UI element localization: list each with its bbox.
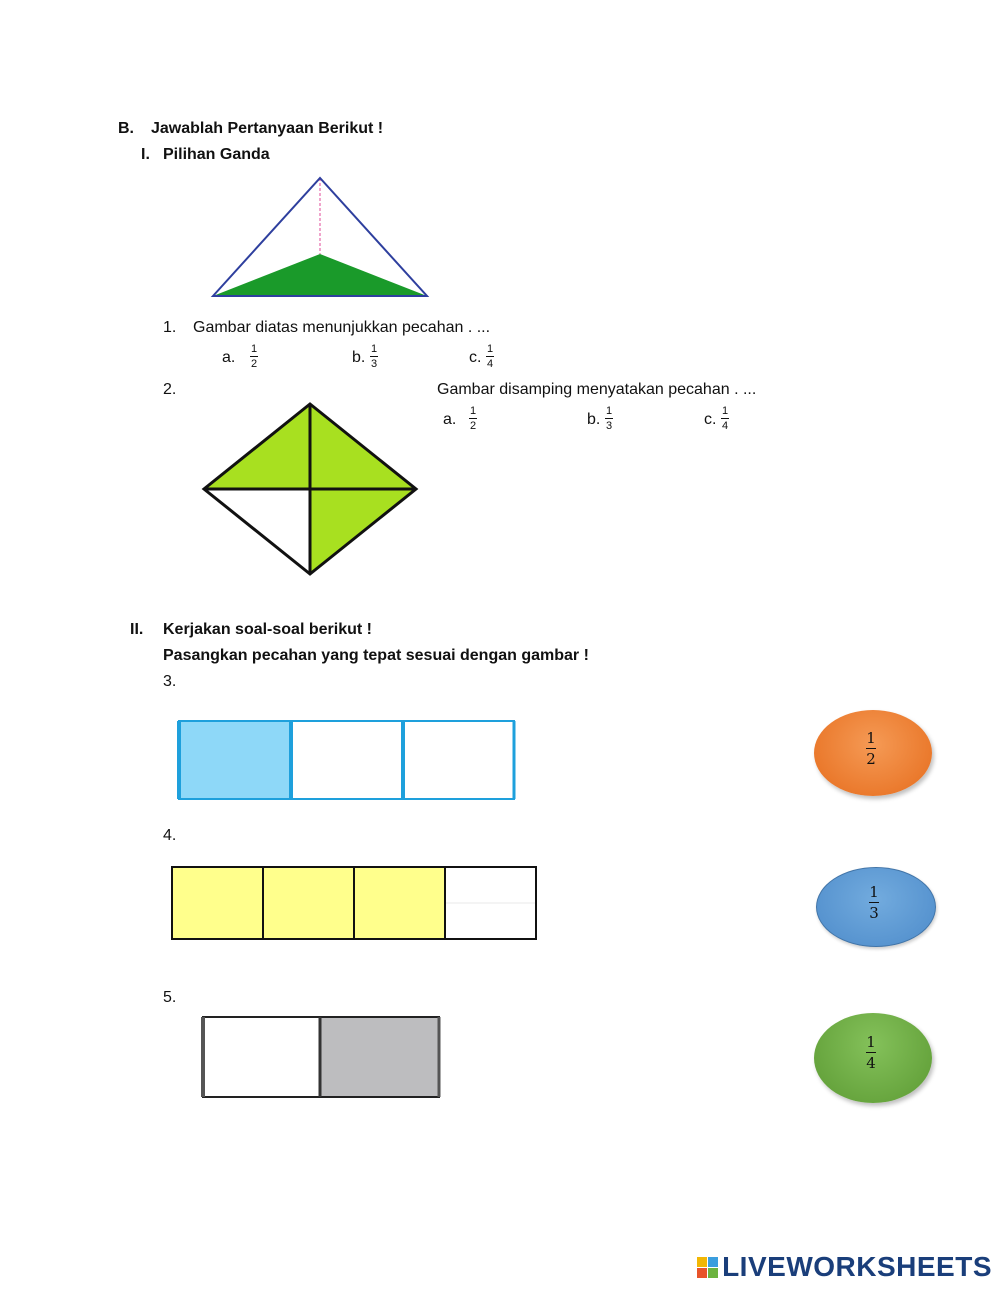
numerator: 1 bbox=[866, 1033, 876, 1051]
answer-quarter-fraction bbox=[866, 1034, 876, 1071]
numerator: 1 bbox=[866, 729, 876, 747]
part-2-label: II. bbox=[130, 621, 144, 638]
section-b-title: Jawablah Pertanyaan Berikut ! bbox=[151, 120, 384, 137]
q4-fraction-bar[interactable] bbox=[169, 864, 541, 944]
denominator: 2 bbox=[866, 750, 876, 768]
numerator: 1 bbox=[869, 883, 879, 901]
part-1-title: Pilihan Ganda bbox=[163, 146, 270, 163]
diamond-figure bbox=[200, 398, 420, 580]
denominator: 4 bbox=[486, 358, 494, 370]
numerator: 1 bbox=[370, 343, 378, 355]
q4-shaded-part bbox=[172, 867, 445, 939]
q2-option-b-letter[interactable]: b. bbox=[587, 411, 601, 428]
answer-third-fraction bbox=[869, 884, 879, 921]
q3-shaded-part bbox=[179, 721, 291, 799]
logo-text: LIVEWORKSHEETS bbox=[722, 1251, 992, 1282]
q2-text: Gambar disamping menyatakan pecahan . ... bbox=[437, 381, 757, 398]
denominator: 4 bbox=[721, 420, 729, 432]
q2-option-c-fraction[interactable] bbox=[721, 405, 729, 432]
liveworksheets-logo[interactable] bbox=[697, 1251, 992, 1283]
q4-number: 4. bbox=[163, 827, 177, 844]
denominator: 3 bbox=[605, 420, 613, 432]
logo-icon bbox=[697, 1257, 718, 1278]
q2-option-b-fraction[interactable] bbox=[605, 405, 613, 432]
q1-option-a-letter[interactable]: a. bbox=[222, 349, 236, 366]
denominator: 3 bbox=[869, 904, 879, 922]
denominator: 2 bbox=[469, 420, 477, 432]
numerator: 1 bbox=[486, 343, 494, 355]
part-1-label: I. bbox=[141, 146, 150, 163]
denominator: 3 bbox=[370, 358, 378, 370]
q2-option-a-fraction[interactable] bbox=[469, 405, 477, 432]
q1-text: Gambar diatas menunjukkan pecahan . ... bbox=[193, 319, 491, 336]
q2-number: 2. bbox=[163, 381, 177, 398]
answer-half-fraction bbox=[866, 730, 876, 767]
numerator: 1 bbox=[605, 405, 613, 417]
numerator: 1 bbox=[469, 405, 477, 417]
q3-number: 3. bbox=[163, 673, 177, 690]
part-2-title: Kerjakan soal-soal berikut ! bbox=[163, 621, 372, 638]
q2-option-a-letter[interactable]: a. bbox=[443, 411, 457, 428]
q1-option-c-fraction[interactable] bbox=[486, 343, 494, 370]
q1-option-a-fraction[interactable] bbox=[250, 343, 258, 370]
triangle-figure bbox=[205, 170, 440, 302]
numerator: 1 bbox=[721, 405, 729, 417]
q1-number: 1. bbox=[163, 319, 177, 336]
q5-shaded-part bbox=[320, 1017, 439, 1097]
q5-number: 5. bbox=[163, 989, 177, 1006]
q1-option-b-fraction[interactable] bbox=[370, 343, 378, 370]
denominator: 2 bbox=[250, 358, 258, 370]
q1-option-b-letter[interactable]: b. bbox=[352, 349, 366, 366]
part-2-subtitle: Pasangkan pecahan yang tepat sesuai dengan gambar ! bbox=[163, 647, 589, 664]
q3-fraction-bar[interactable] bbox=[176, 718, 518, 804]
denominator: 4 bbox=[866, 1054, 876, 1072]
section-b-label: B. bbox=[118, 120, 134, 137]
numerator: 1 bbox=[250, 343, 258, 355]
q1-option-c-letter[interactable]: c. bbox=[469, 349, 482, 366]
q2-option-c-letter[interactable]: c. bbox=[704, 411, 717, 428]
q5-fraction-bar[interactable] bbox=[199, 1013, 445, 1103]
